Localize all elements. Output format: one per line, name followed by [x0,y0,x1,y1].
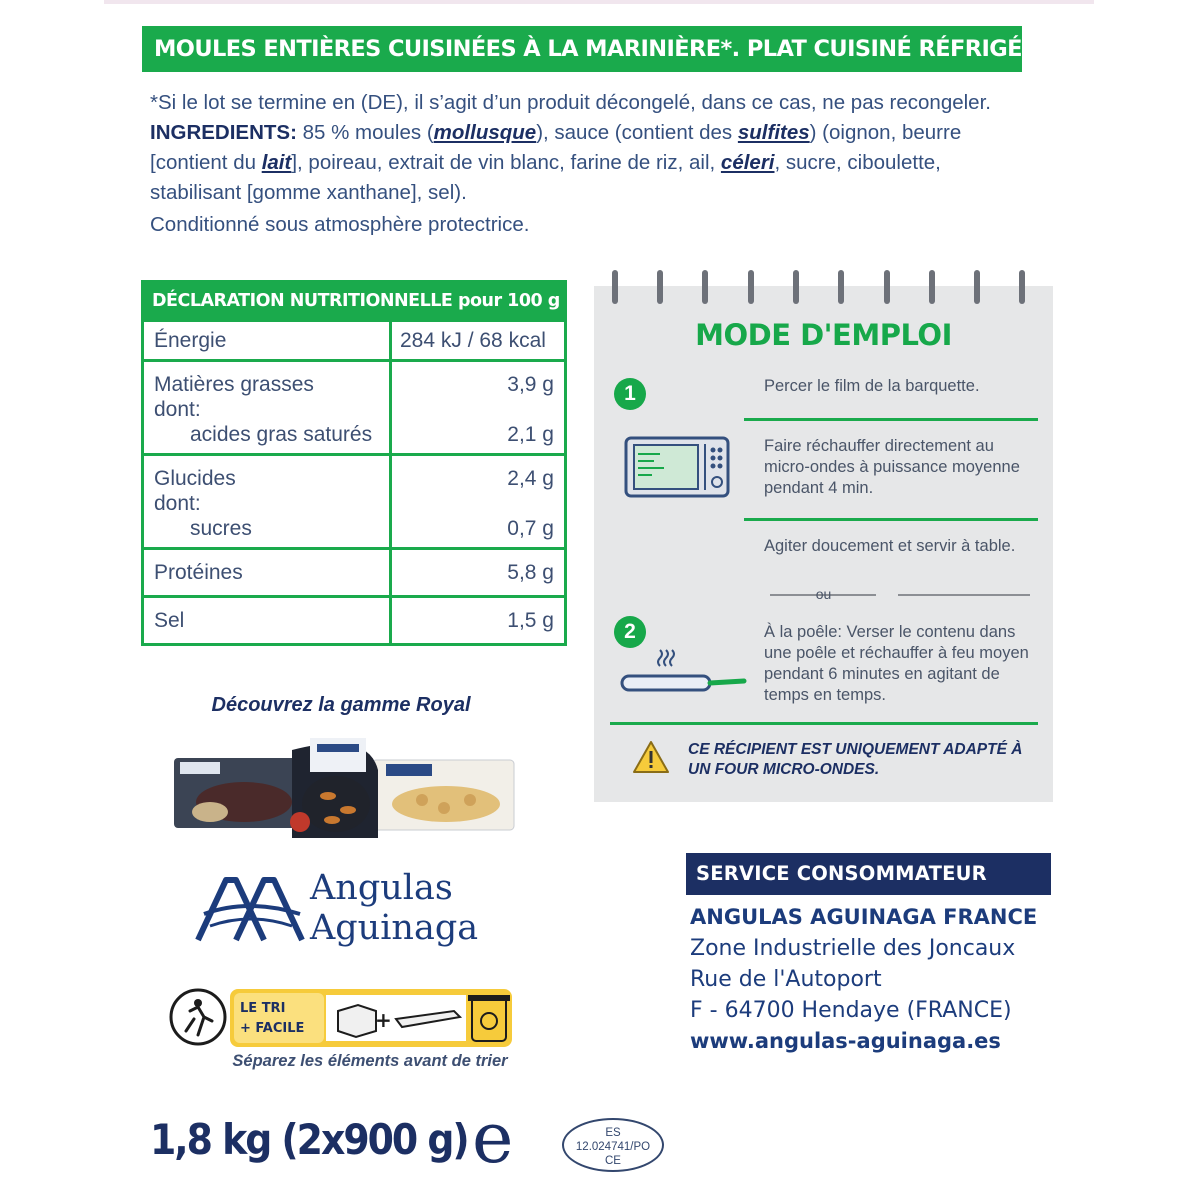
ingredients-part: ], poireau, extrait de vin blanc, farine de riz, ail, [291,151,721,174]
ingredients-text [150,118,1030,208]
address-line-3: F - 64700 Hendaye (FRANCE) [690,998,1012,1023]
step-2-badge: 2 [614,616,646,648]
nutrition-heading [144,283,564,319]
product-range-image [172,730,517,842]
health-mark-country: ES [605,1127,621,1139]
fat-label: Matières grasses [154,373,314,396]
saturated-fat-label: acides gras saturés [190,423,373,446]
binder-ring [838,270,844,304]
company-name: ANGULAS AGUINAGA FRANCE [690,905,1038,929]
microwave-warning: CE RÉCIPIENT EST UNIQUEMENT ADAPTÉ À UN FOUR MICRO-ONDES. [688,741,1023,778]
ingredients-part: ) (oignon, beurre [contient du [150,121,962,174]
fat-value: 3,9 g [507,373,554,396]
packaging-note: Conditionné sous atmosphère protectrice. [150,213,530,236]
address-line-2: Rue de l'Autoport [690,967,882,992]
fat-of-label: dont: [154,398,201,421]
binder-ring [793,270,799,304]
address-line-1: Zone Industrielle des Joncaux [690,936,1016,961]
warning-icon [632,740,670,774]
divider [744,418,1038,421]
top-divider [104,0,1094,4]
carbs-of-label: dont: [154,492,201,515]
recycling-caption: Séparez les éléments avant de trier [232,1052,508,1070]
carbs-value: 2,4 g [507,467,554,490]
step-pierce-text: Percer le film de la barquette. [764,377,980,395]
salt-value: 1,5 g [507,609,554,632]
ingredients-label: INGREDIENTS: [150,121,297,144]
ingredients-section [150,88,1030,240]
sugars-value: 0,7 g [507,517,554,540]
table-row [144,319,564,359]
saturated-fat-value: 2,1 g [507,423,554,446]
divider [744,518,1038,521]
energy-value: 284 kJ / 68 kcal [400,329,546,352]
website-link[interactable]: www.angulas-aguinaga.es [690,1029,1001,1053]
binder-ring [1019,270,1025,304]
estimated-sign-icon: e [472,1097,514,1179]
protein-label: Protéines [144,550,392,595]
net-weight: 1,8 kg (2x900 g) [150,1115,468,1164]
defrost-note: *Si le lot se termine en (DE), il s’agit d’un produit décongelé, dans ce cas, ne pas recongeler. [150,91,991,114]
allergen-mollusc: mollusque [433,121,537,144]
service-address [690,902,1110,1057]
or-label: ou [815,586,832,602]
protein-value: 5,8 g [507,561,554,584]
table-row [144,595,564,643]
health-mark-ce: CE [605,1155,621,1167]
binder-ring [612,270,618,304]
frying-pan-icon [620,646,748,698]
table-row [144,359,564,453]
carbs-label: Glucides [154,467,236,490]
instructions-panel [594,286,1053,802]
sugars-label: sucres [190,517,252,540]
brand-name [310,868,478,948]
binder-ring [748,270,754,304]
step-stir-text: Agiter doucement et servir à table. [764,537,1016,555]
divider [898,594,1030,596]
svg-text:+: + [375,1008,392,1032]
allergen-celery: céleri [720,151,775,174]
divider [610,722,1038,725]
nutrition-title: DÉCLARATION NUTRITIONNELLE [152,291,453,311]
ingredients-part: ), sauce (contient des [536,121,738,144]
yellow-bin-icon [472,997,506,1041]
table-row [144,547,564,595]
energy-label: Énergie [144,322,392,359]
microwave-icon [624,436,730,500]
binder-ring [884,270,890,304]
instructions-title: MODE D'EMPLOI [695,318,952,352]
tri-label-line-2: + FACILE [240,1021,305,1036]
nutrition-per: pour 100 g [457,291,560,311]
brand-name-line-2: Aguinaga [310,908,479,948]
step-pan-text: À la poêle: Verser le contenu dans une poêle et réchauffer à feu moyen pendant 6 minutes en agitant de temps en temps. [764,623,1029,704]
table-row [144,453,564,547]
health-mark-number: 12.024741/PO [575,1141,651,1153]
allergen-milk: lait [261,151,292,174]
health-mark [562,1118,664,1172]
sleeve-icon [338,1005,376,1037]
recycling-info [168,985,518,1049]
binder-ring [974,270,980,304]
salt-label: Sel [144,598,392,643]
binder-ring [929,270,935,304]
product-title: MOULES ENTIÈRES CUISINÉES À LA MARINIÈRE*. PLAT CUISINÉ RÉFRIGÉRÉ. [142,26,1022,72]
nutrition-table [141,280,567,646]
step-1-badge: 1 [614,378,646,410]
binder-ring [702,270,708,304]
service-heading: SERVICE CONSOMMATEUR [686,853,1051,895]
allergen-sulphites: sulfites [737,121,810,144]
ingredients-part: 85 % moules ( [296,121,434,144]
binder-ring [657,270,663,304]
ingredients-part: , sucre, ciboulette, stabilisant [gomme xanthane], sel). [150,151,941,204]
tri-label-line-1: LE TRI [240,1001,286,1016]
discover-range-heading: Découvrez la gamme Royal [211,694,471,716]
step-microwave-text: Faire réchauffer directement au micro-ondes à puissance moyenne pendant 4 min. [764,437,1020,497]
brand-name-line-1: Angulas [310,868,453,908]
